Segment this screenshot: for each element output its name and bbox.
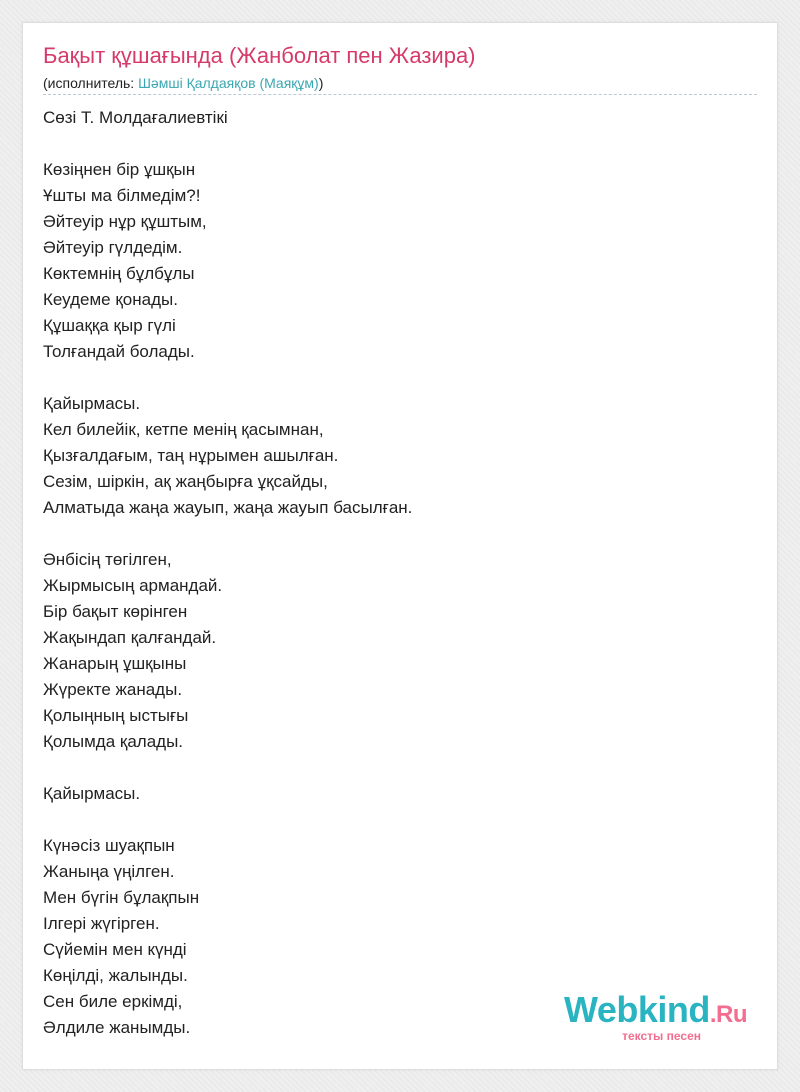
artist-suffix: ) (318, 75, 324, 91)
lyric-line (43, 365, 759, 391)
lyric-line: Жақындап қалғандай. (43, 628, 217, 647)
lyrics-card (22, 22, 778, 1070)
lyric-line: Құшаққа қыр гүлі (43, 316, 176, 335)
lyric-line: Алматыда жаңа жауып, жаңа жауып басылған. (43, 498, 413, 517)
lyric-line: Ұшты ма білмедім?! (43, 186, 201, 205)
lyric-line: Әйтеуір нұр құштым, (43, 212, 207, 231)
lyric-line (43, 807, 759, 833)
lyric-line: Күнәсіз шуақпын (43, 836, 175, 855)
lyric-line (43, 521, 759, 547)
lyric-line: Мен бүгін бұлақпын (43, 888, 200, 907)
lyric-line: Қайырмасы. (43, 394, 141, 413)
lyric-line: Сезім, шіркін, ақ жаңбырға ұқсайды, (43, 472, 328, 491)
lyric-line: Ілгері жүгірген. (43, 914, 160, 933)
artist-link[interactable]: Шәмші Қалдаяқов (Маяқұм) (138, 75, 319, 91)
lyric-line: Әйтеуір гүлдедім. (43, 238, 183, 257)
watermark-tld: .Ru (709, 1001, 747, 1028)
lyric-line: Жанарың ұшқыны (43, 654, 187, 673)
lyric-line: Жүректе жанады. (43, 680, 183, 699)
watermark-logo (563, 989, 747, 1033)
lyric-line: Сен биле еркімді, (43, 992, 183, 1011)
artist-line (43, 74, 323, 92)
lyric-line: Кел билейік, кетпе менің қасымнан, (43, 420, 324, 439)
lyric-line (43, 755, 759, 781)
lyric-line: Кеудеме қонады. (43, 290, 178, 309)
lyric-line: Қайырмасы. (43, 784, 141, 803)
lyric-line: Толғандай болады. (43, 342, 195, 361)
lyric-line (43, 131, 759, 157)
lyric-line: Жаныңа үңілген. (43, 862, 175, 881)
lyric-line: Сөзі Т. Молдағалиевтікі (43, 108, 228, 127)
site-watermark (563, 989, 747, 1043)
title-divider (43, 94, 757, 95)
lyrics-text (43, 105, 759, 1041)
artist-prefix: (исполнитель: (43, 75, 139, 91)
lyric-line: Қолымда қалады. (43, 732, 184, 751)
lyric-line: Қызғалдағым, таң нұрымен ашылған. (43, 446, 339, 465)
lyric-line: Жырмысың армандай. (43, 576, 223, 595)
song-title: Бақыт құшағында (Жанболат пен Жазира) (43, 43, 476, 68)
lyric-line: Сүйемін мен күнді (43, 940, 187, 959)
lyric-line: Көктемнің бұлбұлы (43, 264, 195, 283)
lyric-line: Көзіңнен бір ұшқын (43, 160, 196, 179)
lyric-line: Әнбісің төгілген, (43, 550, 172, 569)
lyric-line: Қолыңның ыстығы (43, 706, 189, 725)
watermark-brand: Webkind (563, 989, 710, 1030)
lyric-line: Бір бақыт көрінген (43, 602, 188, 621)
lyric-line: Көңілді, жалынды. (43, 966, 188, 985)
watermark-tagline: тексты песен (622, 1029, 701, 1043)
lyric-line: Әлдиле жанымды. (43, 1018, 191, 1037)
